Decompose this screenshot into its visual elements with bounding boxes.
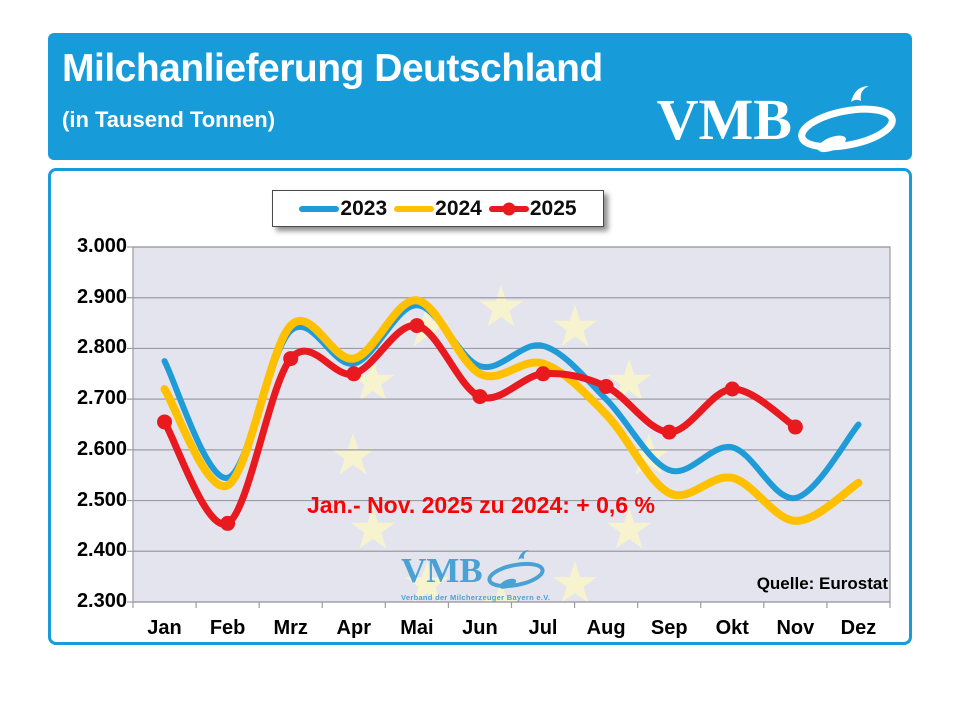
y-axis-label: 2.700 xyxy=(76,387,127,410)
y-axis-label: 2.800 xyxy=(76,336,127,359)
chart-legend xyxy=(272,190,604,227)
x-axis-label-Aug: Aug xyxy=(586,617,626,639)
chart-container xyxy=(48,168,912,645)
legend-swatch-icon xyxy=(299,201,339,217)
legend-swatch-icon xyxy=(394,201,434,217)
page-title: Milchanlieferung Deutschland xyxy=(62,47,603,90)
x-axis-label-Nov: Nov xyxy=(776,617,815,639)
data-point-2025 xyxy=(346,366,361,381)
vmb-watermark xyxy=(401,548,550,602)
page-subtitle: (in Tausend Tonnen) xyxy=(62,107,276,132)
header-bar xyxy=(48,33,912,160)
legend-item-2024 xyxy=(394,197,482,221)
data-point-2025 xyxy=(725,382,740,397)
y-axis-label: 2.600 xyxy=(76,437,127,460)
x-axis-label-Jul: Jul xyxy=(528,617,558,639)
data-point-2025 xyxy=(409,318,424,333)
data-point-2025 xyxy=(536,366,551,381)
legend-label: 2025 xyxy=(529,196,577,220)
y-axis-label: 2.300 xyxy=(76,590,127,613)
x-axis-label-Okt: Okt xyxy=(715,617,749,639)
y-axis-label: 3.000 xyxy=(76,235,127,258)
x-axis-label-Feb: Feb xyxy=(209,617,246,639)
vmb-logo-text: VMB xyxy=(656,87,792,152)
x-axis-label-Mai: Mai xyxy=(400,617,434,639)
vmb-watermark-swoosh-icon xyxy=(483,548,549,592)
data-point-2025 xyxy=(157,414,172,429)
vmb-watermark-subtext: Verband der Milcherzeuger Bayern e.V. xyxy=(401,593,551,602)
vmb-watermark-text: VMB xyxy=(401,550,483,590)
comparison-annotation: Jan.- Nov. 2025 zu 2024: + 0,6 % xyxy=(307,492,655,518)
data-point-2025 xyxy=(472,389,487,404)
data-point-2025 xyxy=(788,420,803,435)
x-axis-label-Sep: Sep xyxy=(650,617,688,639)
x-axis-label-Apr: Apr xyxy=(336,617,371,639)
data-point-2025 xyxy=(599,379,614,394)
vmb-swoosh-icon xyxy=(792,84,902,156)
x-axis-label-Jun: Jun xyxy=(462,617,498,639)
legend-item-2023 xyxy=(299,197,387,221)
y-axis-label: 2.400 xyxy=(76,539,127,562)
source-label: Quelle: Eurostat xyxy=(756,574,888,593)
legend-item-2025 xyxy=(489,197,577,221)
legend-label: 2023 xyxy=(340,196,388,220)
x-axis-label-Dez: Dez xyxy=(840,617,877,639)
legend-label: 2024 xyxy=(435,196,482,220)
y-axis-label: 2.500 xyxy=(76,488,127,511)
data-point-2025 xyxy=(220,516,235,531)
x-axis-label-Mrz: Mrz xyxy=(273,617,308,639)
legend-swatch-icon xyxy=(489,201,529,217)
y-axis-label: 2.900 xyxy=(76,285,127,308)
data-point-2025 xyxy=(283,351,298,366)
x-axis-label-Jan: Jan xyxy=(147,617,182,639)
vmb-logo xyxy=(657,84,902,156)
data-point-2025 xyxy=(662,425,677,440)
